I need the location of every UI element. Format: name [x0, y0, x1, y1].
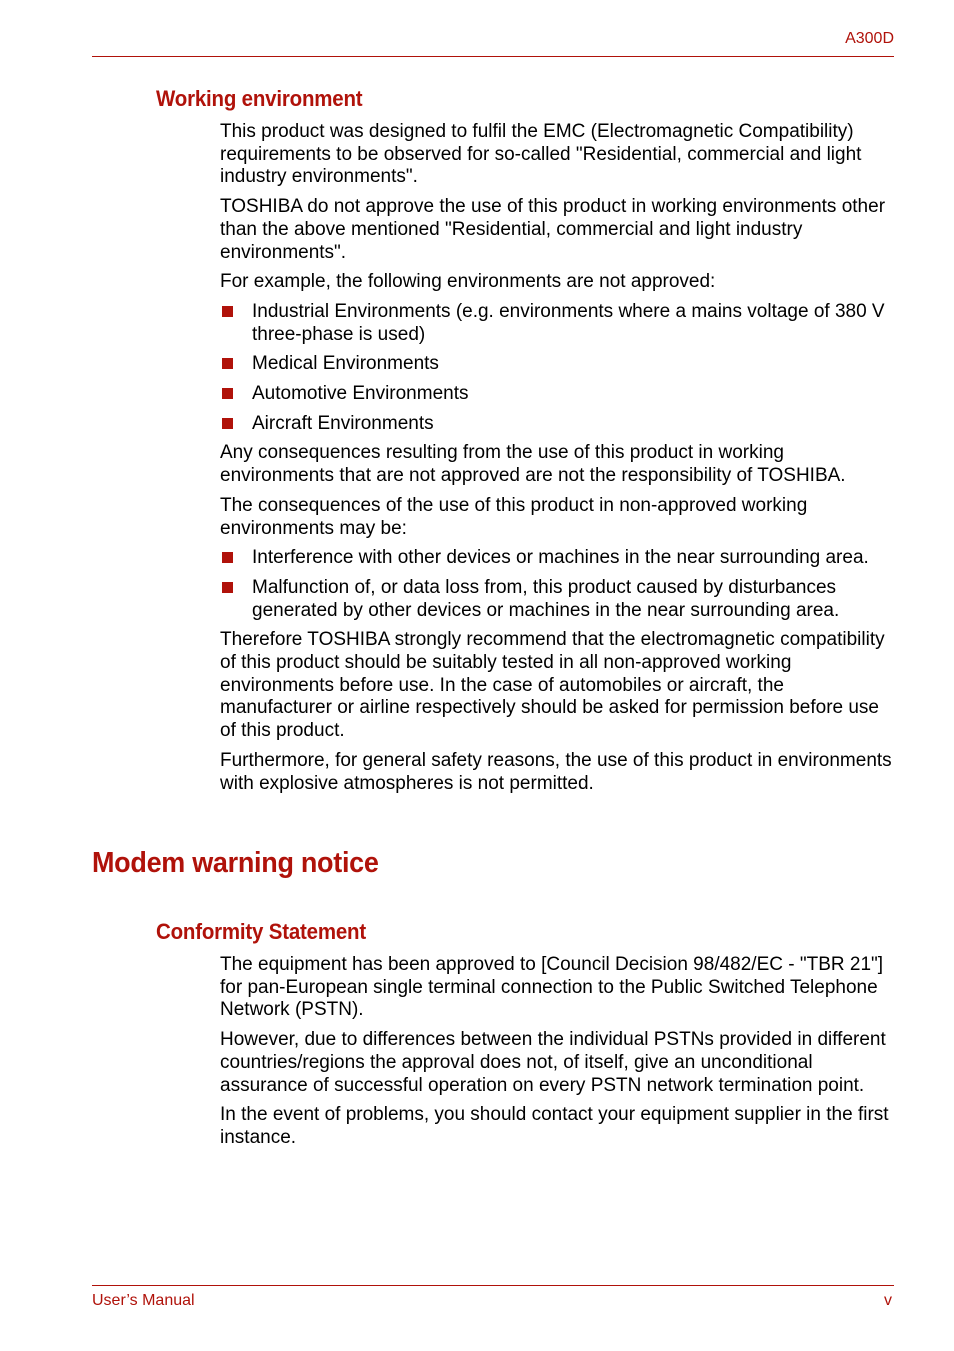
paragraph: For example, the following environments are not approved:	[220, 271, 716, 293]
list-item	[220, 577, 900, 622]
list-item	[220, 547, 900, 570]
bullet-square-icon	[222, 582, 233, 593]
consequences-list	[220, 547, 900, 622]
bullet-square-icon	[222, 388, 233, 399]
list-item	[220, 413, 900, 436]
conformity-statement-heading: Conformity Statement	[156, 919, 367, 944]
footer-rule	[92, 1285, 894, 1286]
working-environment-heading: Working environment	[156, 86, 363, 111]
paragraph: This product was designed to fulfil the EMC (Electromagnetic Compatibility) requirements to be observed for so-called "Residential, commercial and light industry environments".	[220, 121, 862, 188]
list-item-text: Medical Environments	[252, 353, 439, 375]
paragraph: In the event of problems, you should contact your equipment supplier in the first instance.	[220, 1104, 889, 1148]
conformity-statement-body	[220, 954, 900, 1157]
paragraph: The consequences of the use of this product in non-approved working environments may be:	[220, 494, 808, 539]
paragraph: Furthermore, for general safety reasons, the use of this product in environments with explosive atmospheres is not permitted.	[220, 749, 892, 794]
header-model-name: A300D	[845, 30, 894, 47]
paragraph: TOSHIBA do not approve the use of this product in working environments other than the above mentioned "Residential, commercial and light industry environments".	[220, 196, 886, 263]
bullet-square-icon	[222, 418, 233, 429]
footer-manual-title: User’s Manual	[92, 1292, 195, 1309]
bullet-square-icon	[222, 358, 233, 369]
list-item-text: Industrial Environments (e.g. environments where a mains voltage of 380 V three-phase is used)	[252, 300, 885, 345]
list-item-text: Interference with other devices or machines in the near surrounding area.	[252, 547, 869, 569]
bullet-square-icon	[222, 552, 233, 563]
footer-page-number: v	[884, 1292, 892, 1309]
paragraph: Any consequences resulting from the use of this product in working environments that are not approved are not the responsibility of TOSHIBA.	[220, 442, 846, 487]
list-item-text: Automotive Environments	[252, 383, 469, 405]
paragraph: However, due to differences between the individual PSTNs provided in different countries/regions the approval does not, of itself, give an unconditional assurance of successful operation on every PSTN network termination point.	[220, 1029, 886, 1096]
header-rule	[92, 56, 894, 57]
not-approved-environments-list	[220, 301, 900, 436]
paragraph: Therefore TOSHIBA strongly recommend that the electromagnetic compatibility of this product should be suitably tested in all non-approved working environments before use. In the case of automobiles or aircraft, the manufacturer or airline respectively should be asked for permission before use of this product.	[220, 629, 885, 742]
list-item	[220, 301, 900, 346]
modem-warning-title: Modem warning notice	[92, 847, 379, 879]
list-item	[220, 383, 900, 406]
bullet-square-icon	[222, 306, 233, 317]
paragraph: The equipment has been approved to [Council Decision 98/482/EC - "TBR 21"] for pan-European single terminal connection to the Public Switched Telephone Network (PSTN).	[220, 954, 884, 1021]
working-environment-body	[220, 121, 900, 802]
list-item	[220, 353, 900, 376]
list-item-text: Aircraft Environments	[252, 412, 434, 434]
list-item-text: Malfunction of, or data loss from, this product caused by disturbances generated by other devices or machines in the near surrounding area.	[252, 576, 840, 621]
